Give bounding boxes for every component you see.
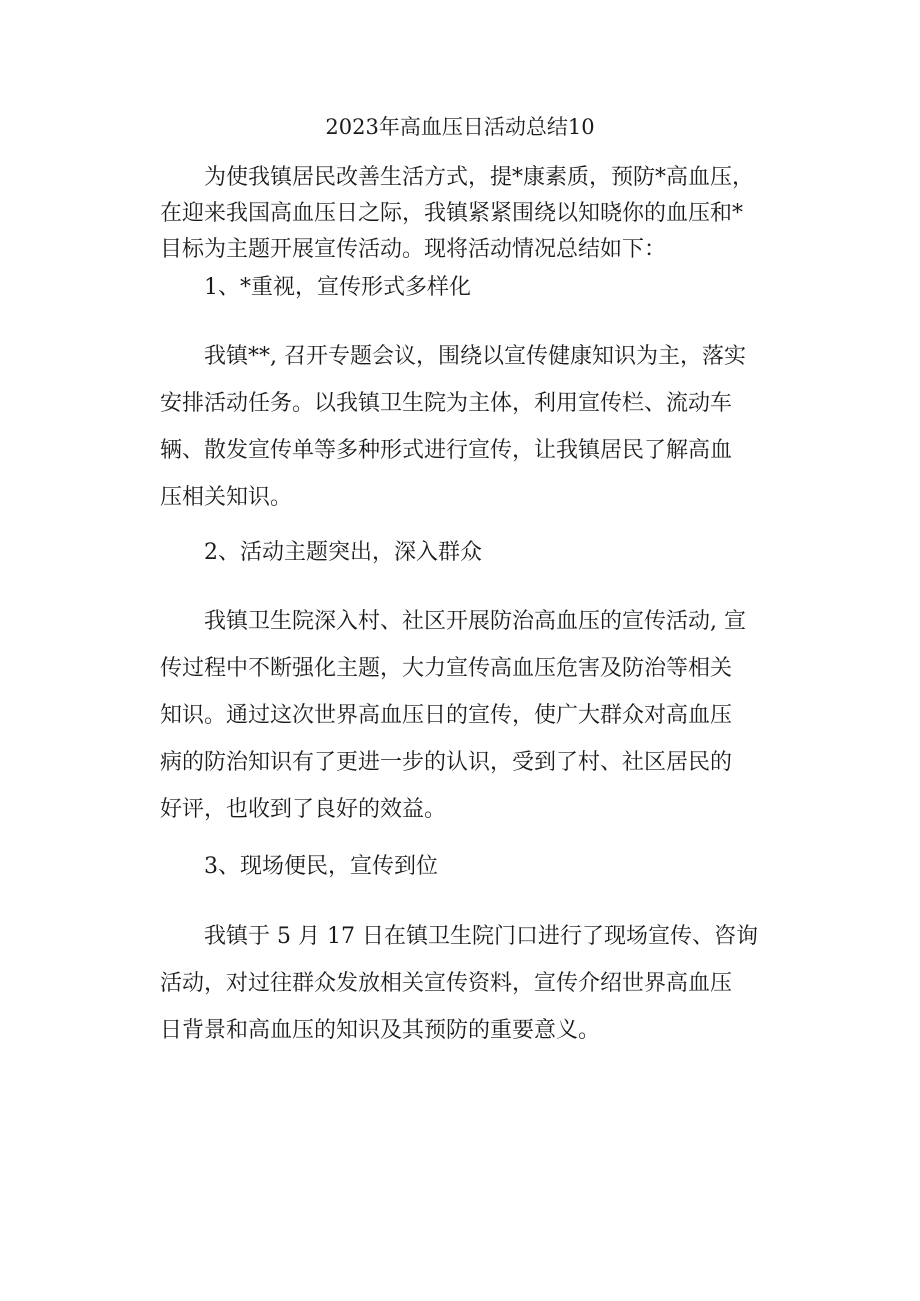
paragraph-line: 目标为主题开展宣传活动。现将活动情况总结如下： bbox=[160, 237, 667, 262]
section-paragraph-2 bbox=[160, 598, 780, 833]
paragraph-line: 我镇于 5 月 17 日在镇卫生院门口进行了现场宣传、咨询 bbox=[204, 924, 758, 949]
document-title: 2023年高血压日活动总结10 bbox=[325, 115, 595, 139]
section-paragraph-3 bbox=[160, 913, 780, 1054]
paragraph-line: 传过程中不断强化主题，大力宣传高血压危害及防治等相关 bbox=[160, 656, 733, 681]
section-heading-3: 3、现场便民，宣传到位 bbox=[204, 854, 438, 879]
paragraph-line: 安排活动任务。以我镇卫生院为主体，利用宣传栏、流动车 bbox=[160, 391, 733, 416]
paragraph-line: 活动，对过往群众发放相关宣传资料，宣传介绍世界高血压 bbox=[160, 971, 733, 996]
paragraph-line: 在迎来我国高血压日之际，我镇紧紧围绕以知晓你的血压和* bbox=[160, 201, 744, 226]
section-paragraph-1 bbox=[160, 333, 780, 521]
paragraph-line: 病的防治知识有了更进一步的认识，受到了村、社区居民的 bbox=[160, 750, 733, 775]
intro-paragraph bbox=[160, 160, 780, 268]
paragraph-line: 为使我镇居民改善生活方式，提*康素质，预防*高血压， bbox=[204, 165, 755, 190]
paragraph-line: 日背景和高血压的知识及其预防的重要意义。 bbox=[160, 1018, 601, 1043]
paragraph-line: 我镇**, 召开专题会议，围绕以宣传健康知识为主，落实 bbox=[204, 344, 746, 369]
section-heading-2: 2、活动主题突出，深入群众 bbox=[204, 540, 482, 565]
paragraph-line: 我镇卫生院深入村、社区开展防治高血压的宣传活动, 宣 bbox=[204, 609, 746, 634]
paragraph-line: 知识。通过这次世界高血压日的宣传，使广大群众对高血压 bbox=[160, 703, 733, 728]
section-heading-1: 1、*重视，宣传形式多样化 bbox=[204, 275, 471, 300]
paragraph-line: 压相关知识。 bbox=[160, 485, 293, 510]
paragraph-line: 辆、散发宣传单等多种形式进行宣传，让我镇居民了解高血 bbox=[160, 438, 733, 463]
paragraph-line: 好评，也收到了良好的效益。 bbox=[160, 797, 447, 822]
